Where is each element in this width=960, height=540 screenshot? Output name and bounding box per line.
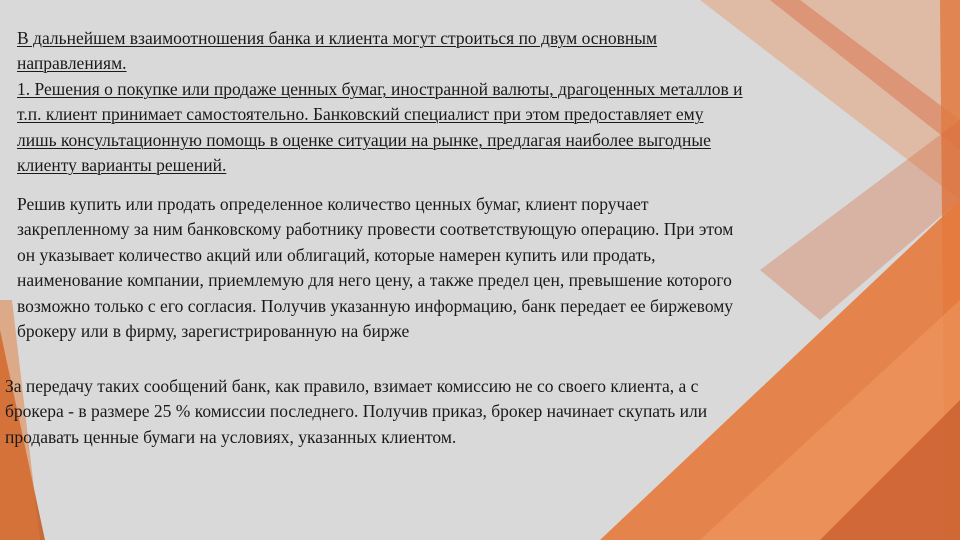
paragraph-2-line-2: закрепленному за ним банковскому работнику провести соответствующую операцию. При этом [17, 219, 734, 240]
paragraph-2-line-1: Решив купить или продать определенное количество ценных бумаг, клиент поручает [17, 194, 649, 214]
paragraph-1-line-3: 1. Решения о покупке или продаже ценных бумаг, иностранной валюты, драгоценных металлов и [17, 78, 743, 99]
paragraph-2-line-6: брокеру или в фирму, зарегистрированную на бирже [17, 321, 410, 342]
paragraph-2-line-3: он указывает количество акций или облигаций, которые намерен купить или продать, [17, 244, 656, 265]
paragraph-1-line-4: т.п. клиент принимает самостоятельно. Банковский специалист при этом предоставляет ему [17, 104, 704, 125]
paragraph-2-line-4: наименование компании, приемлемую для него цену, а также предел цен, превышение которого [17, 270, 732, 291]
paragraph-1-line-6: клиенту варианты решений. [17, 155, 227, 176]
paragraph-2 [17, 192, 937, 344]
paragraph-1-line-5: лишь консультационную помощь в оценке ситуации на рынке, предлагая наиболее выгодные [17, 129, 711, 150]
paragraph-2-line-5: возможно только с его согласия. Получив указанную информацию, банк передает ее биржевому [17, 295, 734, 316]
paragraph-3 [5, 374, 925, 450]
paragraph-3-line-3: продавать ценные бумаги на условиях, указанных клиентом. [5, 426, 457, 447]
paragraph-3-line-2: брокера - в размере 25 % комиссии последнего. Получив приказ, брокер начинает скупать или [5, 401, 708, 422]
paragraph-3-line-1: За передачу таких сообщений банк, как правило, взимает комиссию не со своего клиента, а с [5, 376, 699, 396]
paragraph-1 [17, 26, 942, 178]
paragraph-1-line-2: направлениям. [17, 53, 127, 74]
paragraph-1-line-1: В дальнейшем взаимоотношения банка и клиента могут строиться по двум основным [17, 28, 658, 48]
